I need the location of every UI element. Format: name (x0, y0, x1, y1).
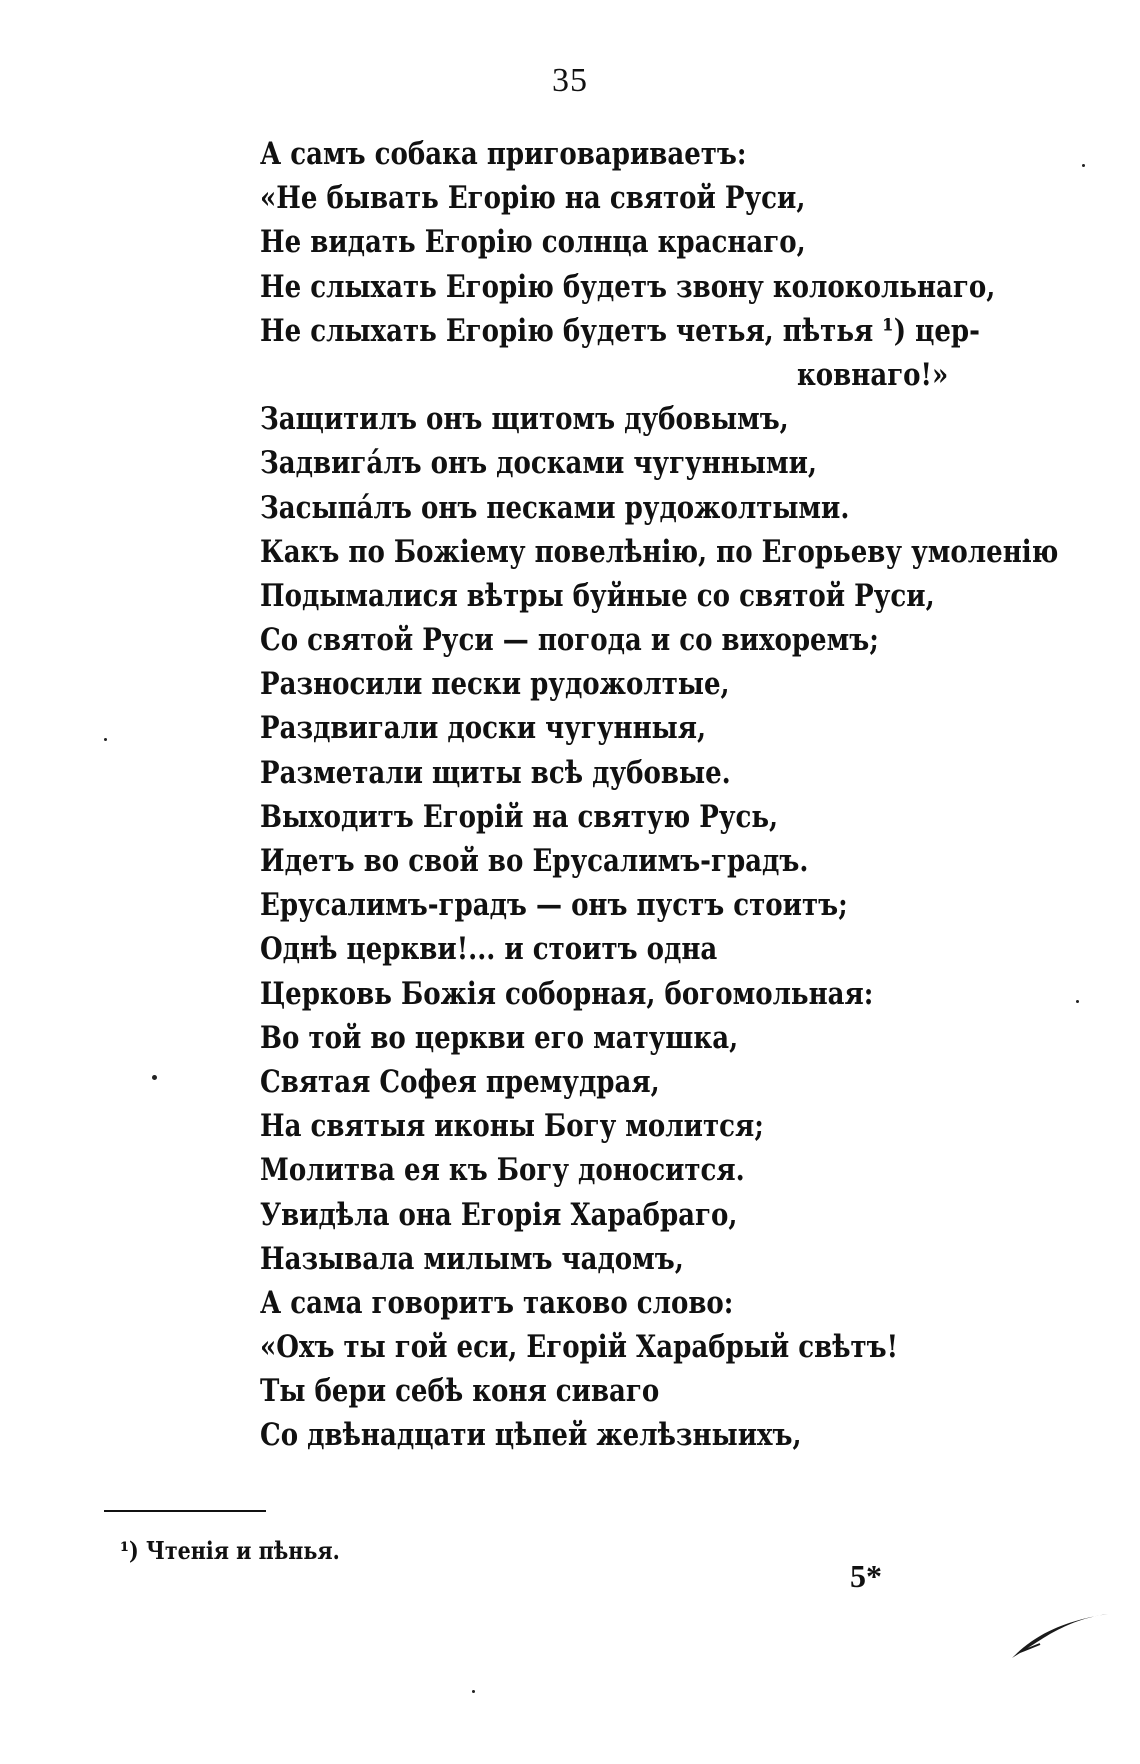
page-number: 35 (552, 62, 588, 99)
poem-line: Засыпа́лъ онъ песками рудожолтыми. (260, 489, 850, 526)
poem-line: А сама говоритъ таково слово: (260, 1284, 734, 1321)
poem-line: А самъ собака приговариваетъ: (260, 136, 747, 172)
poem-line: Со двѣнадцати цѣпей желѣзныихъ, (260, 1417, 802, 1454)
footnote-divider (104, 1510, 266, 1512)
poem-line-continuation: ковнаго!» (797, 356, 949, 393)
poem-line: Задвига́лъ онъ досками чугунными, (260, 445, 817, 482)
poem-line: Подымалися вѣтры буйные со святой Руси, (260, 577, 935, 614)
poem-line: Разметали щиты всѣ дубовые. (260, 754, 731, 791)
poem-line: Раздвигали доски чугунныя, (260, 710, 707, 747)
poem-line: Молитва ея къ Богу доносится. (260, 1152, 745, 1189)
poem-line: Увидѣла она Егорія Харабраго, (260, 1196, 738, 1233)
poem-line: Церковь Божія соборная, богомольная: (260, 975, 874, 1012)
poem-line: Однѣ церкви!... и стоитъ одна (260, 931, 718, 968)
poem-line: «Охъ ты гой еси, Егорій Харабрый свѣтъ! (260, 1329, 899, 1366)
poem-line: Выходитъ Егорій на святую Русь, (260, 798, 779, 835)
scan-speck (152, 1075, 157, 1080)
poem-line: Не видать Егорію солнца краснаго, (260, 224, 806, 261)
poem-line: Ерусалимъ-градъ — онъ пустъ стоитъ; (260, 887, 848, 924)
poem-line: Какъ по Божіему повелѣнію, по Егорьеву умоленію (260, 533, 1059, 570)
ink-quill-mark (1010, 1600, 1110, 1660)
scan-speck (472, 1690, 475, 1693)
poem-line: Не слыхать Егорію будетъ четья, пѣтья ¹) цер- (260, 312, 980, 349)
scan-speck (104, 738, 107, 741)
poem-line: Во той во церкви его матушка, (260, 1019, 739, 1056)
poem-line: Ты бери себѣ коня сиваго (260, 1373, 660, 1410)
poem-line: Со святой Руси — погода и со вихоремъ; (260, 622, 879, 659)
poem-line: Святая Софея премудрая, (260, 1063, 660, 1100)
poem-line: Разносили пески рудожолтые, (260, 666, 730, 703)
printer-signature-mark: 5* (850, 1558, 882, 1594)
poem-line: «Не бывать Егорію на святой Руси, (260, 180, 806, 217)
poem-line: На святыя иконы Богу молится; (260, 1108, 764, 1145)
poem-text (260, 132, 1059, 1458)
poem-line: Защитилъ онъ щитомъ дубовымъ, (260, 401, 789, 438)
scan-speck (1082, 164, 1085, 167)
footnote: ¹) Чтенія и пѣнья. (120, 1536, 340, 1565)
poem-line: Называла милымъ чадомъ, (260, 1240, 684, 1277)
poem-line: Не слыхать Егорію будетъ звону колокольнаго, (260, 268, 996, 305)
scan-speck (1076, 1000, 1079, 1003)
poem-line: Идетъ во свой во Ерусалимъ-градъ. (260, 843, 809, 879)
